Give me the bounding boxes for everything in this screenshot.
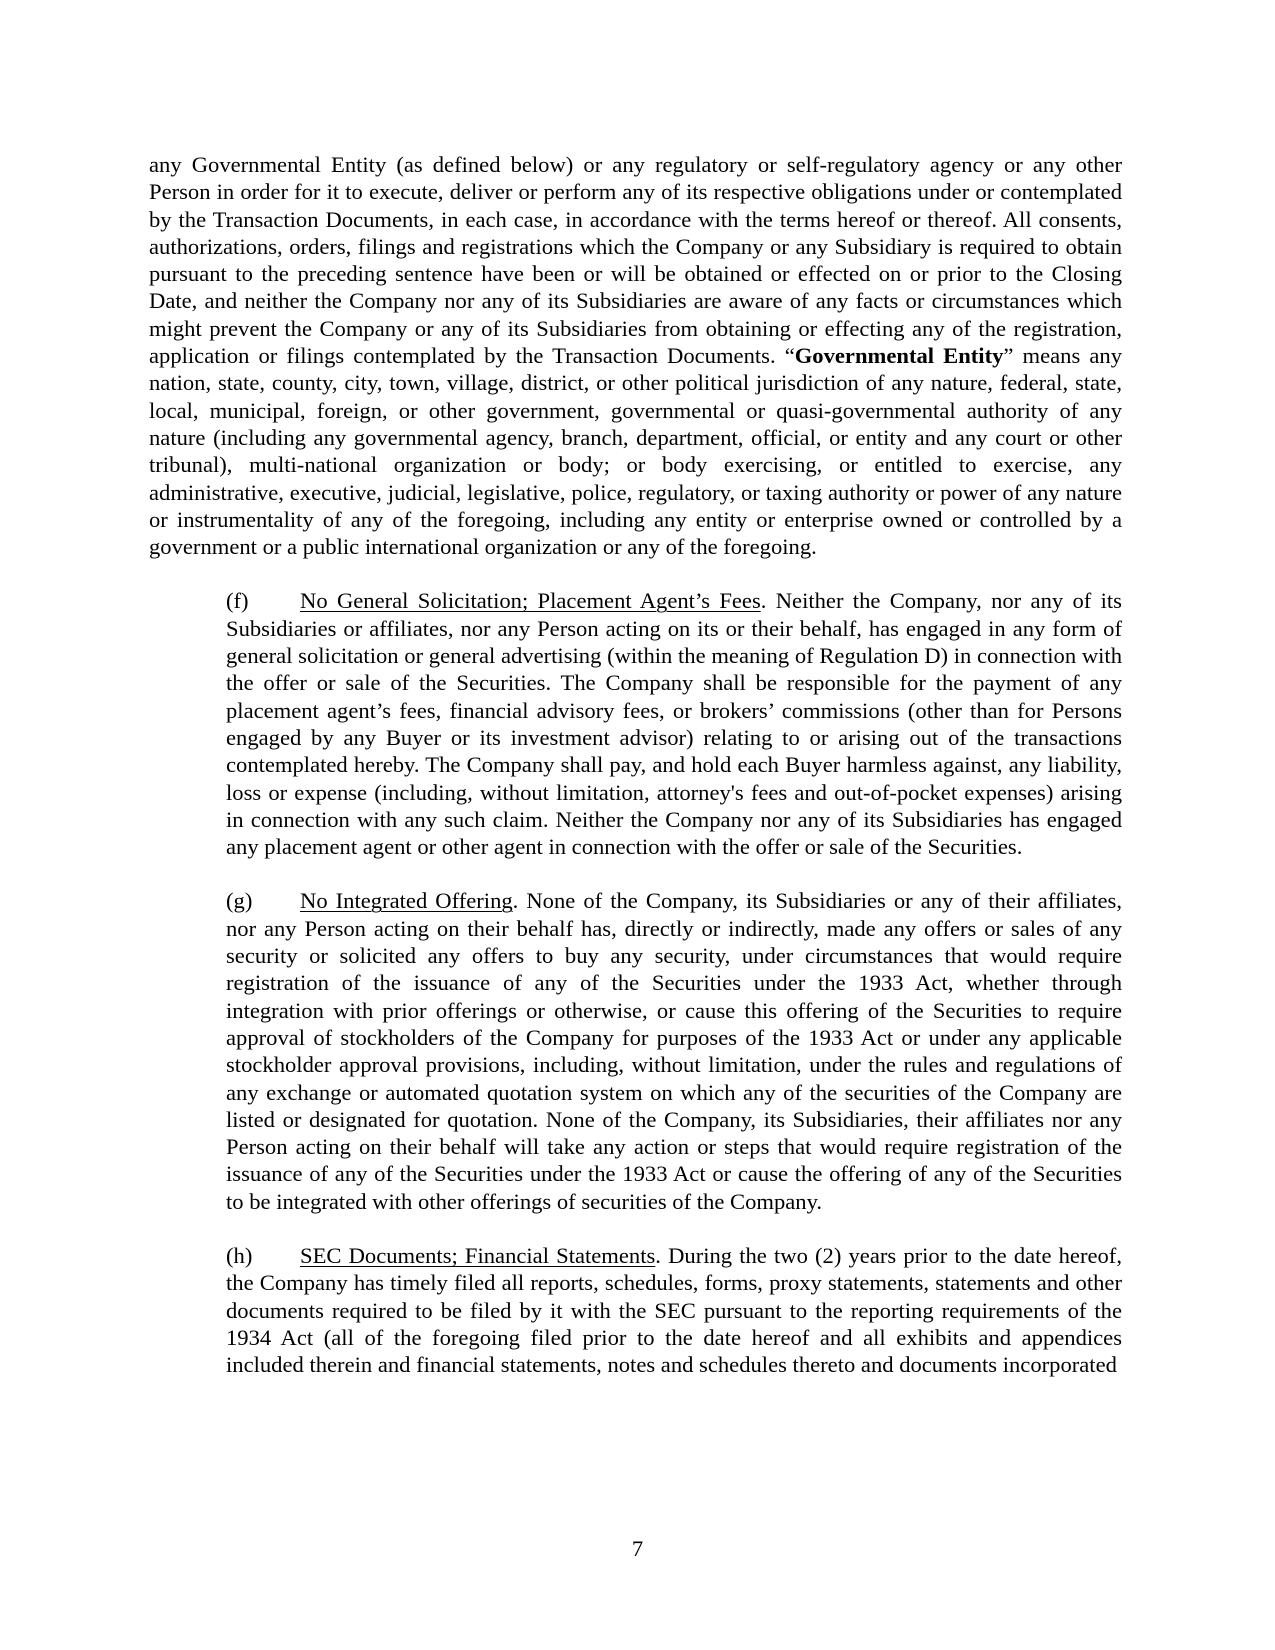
- section-heading: No General Solicitation; Placement Agent’s Fees: [300, 588, 761, 614]
- page-number: 7: [631, 1536, 644, 1561]
- section-label: (f): [226, 588, 249, 614]
- intro-text-after: ” means any nation, state, county, city, town, village, district, or other political jurisdiction of any nature, federal, state, local, municipal, foreign, or other government, governmental or quasi-governmental authority of any nature (including any governmental agency, branch, department, official, or entity and any court or other tribunal), multi-national organization or body; or body exercising, or entitled to exercise, any administrative, executive, judicial, legislative, police, regulatory, or taxing authority or power of any nature or instrumentality of any of the foregoing, including any entity or enterprise owned or controlled by a government or a public international organization or any of the foregoing.: [149, 343, 1122, 560]
- body-text: [149, 151, 1122, 1378]
- section-h: [149, 1242, 1122, 1378]
- intro-text-before: any Governmental Entity (as defined below) or any regulatory or self-regulatory agency or any other Person in order for it to execute, deliver or perform any of its respective obligations under or contemplated by the Transaction Documents, in each case, in accordance with the terms hereof or thereof. All consents, authorizations, orders, filings and registrations which the Company or any Subsidiary is required to obtain pursuant to the preceding sentence have been or will be obtained or effected on or prior to the Closing Date, and neither the Company nor any of its Subsidiaries are aware of any facts or circumstances which might prevent the Company or any of its Subsidiaries from obtaining or effecting any of the registration, application or filings contemplated by the Transaction Documents. “: [149, 152, 1122, 369]
- section-label: (g): [226, 888, 253, 914]
- section-heading: No Integrated Offering: [300, 888, 513, 914]
- section-heading: SEC Documents; Financial Statements: [300, 1242, 656, 1268]
- intro-paragraph: [149, 151, 1122, 560]
- section-label: (h): [226, 1242, 253, 1268]
- section-g: [149, 887, 1122, 1215]
- section-body: . During the two (2) years prior to the date hereof, the Company has timely filed all reports, schedules, forms, proxy statements, statements and other documents required to be filed by it with the SEC pursuant to the reporting requirements of the 1934 Act (all of the foregoing filed prior to the date hereof and all exhibits and appendices included therein and financial statements, notes and schedules thereto and documents incorporated: [226, 1242, 1122, 1378]
- defined-term: Governmental Entity: [794, 343, 1004, 369]
- section-body: . None of the Company, its Subsidiaries or any of their affiliates, nor any Person acting on their behalf has, directly or indirectly, made any offers or sales of any security or solicited any offers to buy any security, under circumstances that would require registration of the issuance of any of the Securities under the 1933 Act, whether through integration with prior offerings or otherwise, or cause this offering of the Securities to require approval of stockholders of the Company for purposes of the 1933 Act or under any applicable stockholder approval provisions, including, without limitation, under the rules and regulations of any exchange or automated quotation system on which any of the securities of the Company are listed or designated for quotation. None of the Company, its Subsidiaries, their affiliates nor any Person acting on their behalf will take any action or steps that would require registration of the issuance of any of the Securities under the 1933 Act or cause the offering of any of the Securities to be integrated with other offerings of securities of the Company.: [226, 888, 1122, 1214]
- section-f: [149, 587, 1122, 860]
- section-body: . Neither the Company, nor any of its Subsidiaries or affiliates, nor any Person acting on its or their behalf, has engaged in any form of general solicitation or general advertising (within the meaning of Regulation D) in connection with the offer or sale of the Securities. The Company shall be responsible for the payment of any placement agent’s fees, financial advisory fees, or brokers’ commissions (other than for Persons engaged by any Buyer or its investment advisor) relating to or arising out of the transactions contemplated hereby. The Company shall pay, and hold each Buyer harmless against, any liability, loss or expense (including, without limitation, attorney's fees and out-of-pocket expenses) arising in connection with any such claim. Neither the Company nor any of its Subsidiaries has engaged any placement agent or other agent in connection with the offer or sale of the Securities.: [226, 588, 1122, 860]
